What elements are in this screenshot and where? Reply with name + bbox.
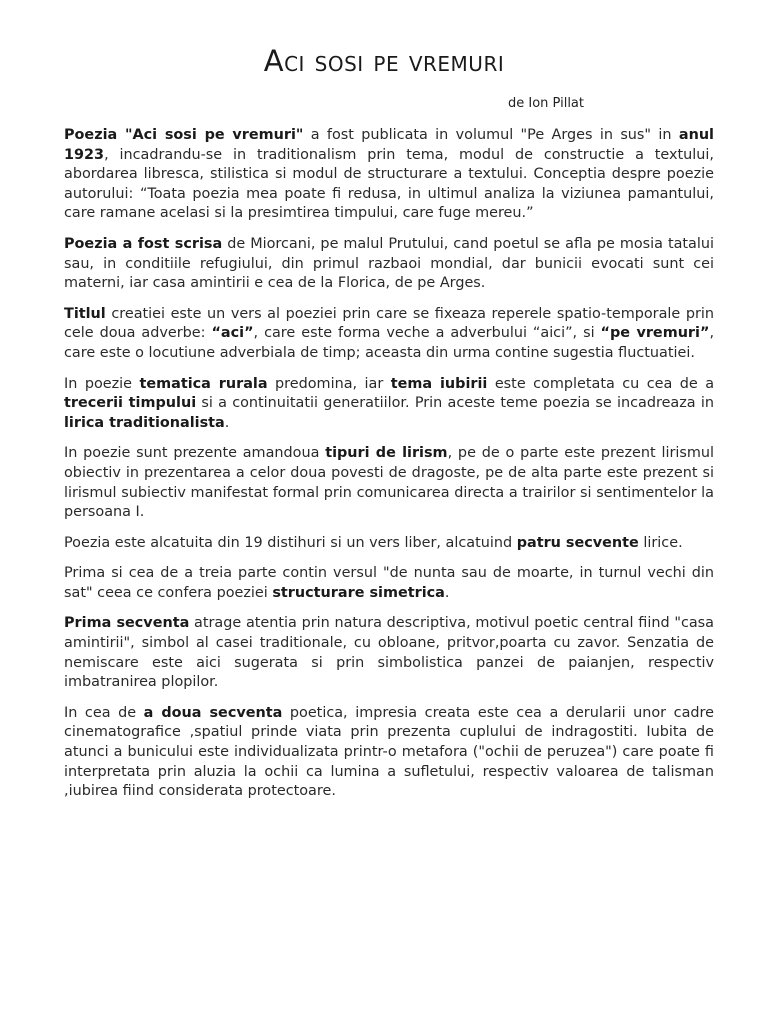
text-run: , care este forma veche a adverbului “aici”, si — [253, 325, 601, 342]
text-run: . — [444, 584, 450, 601]
bold-phrase: a doua secventa — [143, 704, 283, 721]
paragraph-4 — [64, 375, 714, 434]
text-run: In poezie — [64, 375, 140, 392]
paragraph-1 — [64, 126, 714, 224]
paragraph-7 — [64, 564, 714, 603]
bold-phrase: “pe vremuri” — [600, 325, 710, 342]
bold-phrase: tipuri de lirism — [325, 445, 448, 462]
text-run: . — [224, 414, 230, 431]
text-run: Prima si cea de a treia parte contin versul "de nunta sau de moarte, in turnul vechi din sat" ceea ce confera poeziei — [64, 565, 714, 601]
paragraph-5 — [64, 444, 714, 522]
bold-phrase: Prima secventa — [64, 615, 190, 632]
text-run: In poezie sunt prezente amandoua — [64, 445, 326, 462]
text-run: lirice. — [638, 534, 683, 551]
paragraph-2 — [64, 235, 714, 294]
text-run: predomina, iar — [267, 375, 391, 392]
text-run: , pe de o parte este prezent lirismul obiectiv in prezentarea a celor doua povesti de dragoste, pe de alta parte este prezent si lirismul subiectiv manifestat formal prin comunicarea directa a trairilor si sentimentelor la persoana I. — [64, 445, 714, 521]
text-run: atrage atentia prin natura descriptiva, motivul poetic central fiind "casa amintirii", simbol al casei traditionale, cu obloane, pritvor,poarta cu zavor. Senzatia de nemiscare este aici sugerata si prin simbolistica panzei de paianjen, respectiv imbatranirea plopilor. — [64, 615, 715, 691]
bold-phrase: structurare simetrica — [272, 584, 445, 601]
bold-phrase: Poezia a fost scrisa — [64, 235, 223, 252]
text-run: , incadrandu-se in traditionalism prin tema, modul de constructie a textului, abordarea libresca, stilistica si modul de structurare a textului. Conceptia despre poezie autorului: “Toata poezia mea poate fi redusa, in ultimul analiza la viziunea pamantului, care ramane acelasi si la presimtirea timpului, care fuge mereu.” — [64, 146, 714, 222]
text-run: Poezia este alcatuita din 19 distihuri si un vers liber, alcatuind — [64, 534, 517, 551]
text-run: poetica, impresia creata este cea a derularii unor cadre cinematografice ,spatiul prinde viata prin prezenta cuplului de indragostiti. Iubita de atunci a bunicului este individualizata printr-o metafora ("ochii de peruzea") care poate fi interpretata prin aluzia la ochii ca lumina a sufletului, respectiv valoarea de talisman ,iubirea fiind considerata protectoare. — [64, 704, 714, 800]
bold-phrase: Titlul — [64, 305, 106, 322]
bold-phrase: trecerii timpului — [64, 395, 197, 412]
bold-phrase: patru secvente — [516, 534, 639, 551]
text-run: a fost publicata in volumul "Pe Arges in sus" in — [303, 127, 679, 143]
paragraph-6 — [64, 534, 714, 554]
bold-phrase: tematica rurala — [139, 375, 268, 392]
document-title: Aci sosi pe vremuri — [263, 44, 505, 78]
paragraph-8 — [64, 614, 714, 692]
text-run: de Miorcani, pe malul Prutului, cand poetul se afla pe mosia tatalui sau, in conditiile refugiului, din primul razbaoi mondial, dar bunicii evocati sunt cei materni, iar casa amintirii e cea de la Florica, de pe Arges. — [64, 235, 714, 292]
bold-phrase: lirica traditionalista — [64, 414, 225, 431]
text-run: creatiei este un vers al poeziei prin care se fixeaza reperele spatio-temporale prin cele doua adverbe: — [64, 305, 714, 342]
text-run: , care este o locutiune adverbiala de timp; aceasta din urma contine sugestia fluctuatiei. — [64, 325, 715, 361]
bold-phrase: anul 1923 — [64, 127, 714, 163]
paragraph-3 — [64, 305, 714, 364]
document-body — [64, 126, 714, 813]
document-author: de Ion Pillat — [508, 96, 584, 111]
text-run: In cea de — [64, 704, 144, 721]
text-run: este completata cu cea de a — [487, 375, 715, 392]
bold-phrase: tema iubirii — [390, 375, 488, 392]
bold-phrase: Poezia "Aci sosi pe vremuri" — [64, 127, 304, 143]
bold-phrase: “aci” — [211, 325, 254, 342]
text-run: si a continuitatii generatiilor. Prin aceste teme poezia se incadreaza in — [196, 395, 714, 412]
paragraph-9 — [64, 704, 714, 802]
